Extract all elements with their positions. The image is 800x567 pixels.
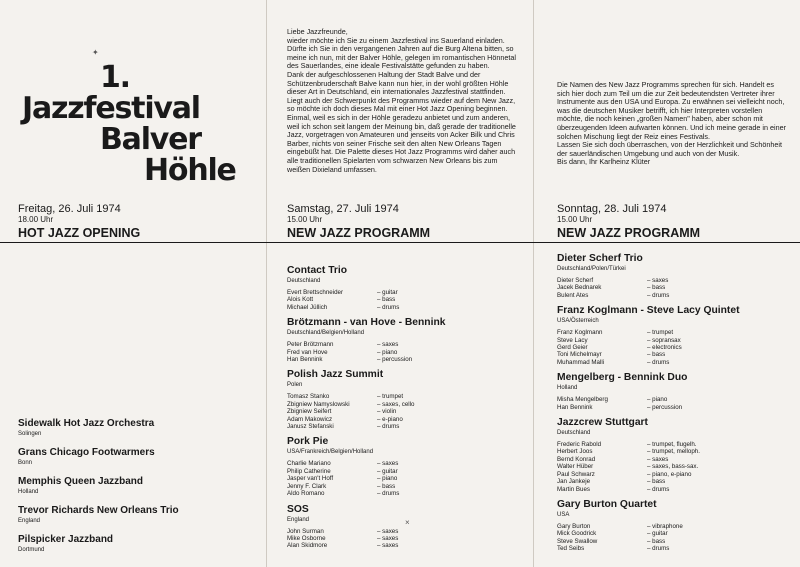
member-row xyxy=(287,393,517,400)
member-name: Gerd Geier xyxy=(557,344,588,352)
member-row xyxy=(557,486,792,493)
member-name: Philip Catherine xyxy=(287,467,331,475)
band-name: Trevor Richards New Orleans Trio xyxy=(18,505,179,516)
member-list xyxy=(287,393,517,430)
band-name: SOS xyxy=(287,503,309,515)
member-row xyxy=(287,483,517,490)
day-program: NEW JAZZ PROGRAMM xyxy=(557,226,701,240)
member-instrument: – saxes xyxy=(647,277,669,284)
member-instrument: – guitar xyxy=(647,530,668,538)
member-list xyxy=(557,441,792,493)
member-row xyxy=(557,277,792,284)
member-row xyxy=(287,475,517,482)
member-instrument: – saxes xyxy=(377,527,399,535)
day-sunday xyxy=(557,203,700,240)
member-name: Walter Hüber xyxy=(557,463,594,471)
band-name: Pork Pie xyxy=(287,436,329,448)
band-entry xyxy=(287,369,517,430)
band-name: Jazzcrew Stuttgart xyxy=(557,417,648,429)
band-name: Gary Burton Quartet xyxy=(557,498,657,510)
member-instrument: – drums xyxy=(647,545,670,553)
member-name: Zbigniew Namyslowski xyxy=(287,400,350,408)
member-instrument: – drums xyxy=(647,358,670,366)
band-origin: Dortmund xyxy=(18,547,45,553)
band-origin: Deutschland/Belgien/Holland xyxy=(287,330,365,337)
member-row xyxy=(287,289,517,296)
member-row xyxy=(557,344,792,351)
band-origin: Deutschland/Polen/Türkei xyxy=(557,266,626,272)
member-name: Franz Koglmann xyxy=(557,329,603,337)
list-item xyxy=(18,476,258,496)
member-row xyxy=(557,545,792,552)
member-name: Martin Bues xyxy=(557,485,591,493)
member-instrument: – bass xyxy=(377,482,396,490)
band-name: Franz Koglmann - Steve Lacy Quintet xyxy=(557,305,740,317)
member-list xyxy=(287,341,517,363)
member-row xyxy=(557,456,792,463)
band-name: Contact Trio xyxy=(287,265,348,276)
band-entry xyxy=(557,417,792,493)
member-instrument: – trumpet, flugelh. xyxy=(647,441,697,449)
member-name: Toni Michelmayr xyxy=(557,351,602,359)
band-origin: England xyxy=(18,518,41,524)
member-instrument: – bass xyxy=(647,537,666,545)
day-program: HOT JAZZ OPENING xyxy=(18,226,141,240)
member-instrument: – piano xyxy=(647,396,668,404)
band-entry xyxy=(557,253,792,299)
member-row xyxy=(287,401,517,408)
day-date: Sonntag, 28. Juli 1974 xyxy=(557,203,667,215)
member-instrument: – e-piano xyxy=(377,415,403,423)
band-name: Sidewalk Hot Jazz Orchestra xyxy=(18,418,155,429)
member-name: Gary Burton xyxy=(557,522,591,530)
member-row xyxy=(557,351,792,358)
day-time: 18.00 Uhr xyxy=(18,215,54,224)
day-date: Samstag, 27. Juli 1974 xyxy=(287,203,399,215)
member-instrument: – drums xyxy=(377,303,400,311)
band-name: Grans Chicago Footwarmers xyxy=(18,447,155,458)
fold-line-left xyxy=(266,0,267,567)
band-name: Memphis Queen Jazzband xyxy=(18,476,144,487)
member-row xyxy=(557,284,792,291)
member-instrument: – violin xyxy=(377,408,397,416)
member-name: Frederic Rabold xyxy=(557,441,602,449)
member-row xyxy=(557,463,792,470)
member-name: Jacek Bednarek xyxy=(557,284,602,292)
band-name: Pilspicker Jazzband xyxy=(18,534,114,545)
member-name: Paul Schwarz xyxy=(557,470,595,478)
member-row xyxy=(557,478,792,485)
member-name: Alois Kott xyxy=(287,296,314,304)
member-instrument: – saxes xyxy=(377,542,399,550)
member-name: Steve Lacy xyxy=(557,336,588,344)
member-row xyxy=(287,349,517,356)
member-row xyxy=(287,528,517,535)
member-name: Tomasz Stanko xyxy=(287,393,330,401)
member-row xyxy=(557,523,792,530)
title-number: 1. xyxy=(100,60,130,95)
band-entry xyxy=(287,504,517,550)
member-instrument: – bass xyxy=(647,478,666,486)
member-name: Alan Skidmore xyxy=(287,542,328,550)
member-instrument: – piano xyxy=(377,348,398,356)
member-row xyxy=(287,408,517,415)
member-name: Misha Mengelberg xyxy=(557,396,608,404)
member-name: Jasper van't Hoff xyxy=(287,475,334,483)
band-entry xyxy=(287,436,517,497)
member-instrument: – drums xyxy=(647,485,670,493)
fold-mark: ✦ xyxy=(92,48,99,57)
band-name: Brötzmann - van Hove - Bennink xyxy=(287,317,446,329)
member-row xyxy=(557,396,792,403)
member-row xyxy=(557,359,792,366)
member-row xyxy=(287,490,517,497)
band-entry xyxy=(557,372,792,411)
member-name: Adam Makowicz xyxy=(287,415,333,423)
member-row xyxy=(557,292,792,299)
member-name: Janusz Stefanski xyxy=(287,423,334,431)
member-instrument: – bass xyxy=(647,351,666,359)
day-time: 15.00 Uhr xyxy=(557,215,593,224)
title-line-3: Höhle xyxy=(144,153,236,188)
member-instrument: – guitar xyxy=(377,467,398,475)
festival-title xyxy=(22,62,262,186)
day-friday xyxy=(18,203,140,240)
band-entry xyxy=(287,317,517,363)
member-instrument: – trumpet xyxy=(377,393,404,401)
member-instrument: – trumpet, melloph. xyxy=(647,448,700,456)
member-instrument: – piano, e-piano xyxy=(647,470,692,478)
band-entry xyxy=(557,305,792,366)
sunday-bands xyxy=(557,253,792,559)
band-origin: Holland xyxy=(557,385,578,392)
member-list xyxy=(557,523,792,553)
list-item xyxy=(18,505,258,525)
list-item xyxy=(18,447,258,467)
member-row xyxy=(557,404,792,411)
band-name: Dieter Scherf Trio xyxy=(557,253,643,264)
band-origin: Deutschland xyxy=(287,278,321,284)
member-name: Mike Osborne xyxy=(287,534,326,542)
member-row xyxy=(557,538,792,545)
day-date: Freitag, 26. Juli 1974 xyxy=(18,203,121,215)
member-row xyxy=(287,356,517,363)
member-row xyxy=(287,416,517,423)
band-origin: Holland xyxy=(18,489,39,495)
member-row xyxy=(557,337,792,344)
member-instrument: – drums xyxy=(377,490,400,498)
member-instrument: – sopransax xyxy=(647,336,681,344)
title-line-2: Balver xyxy=(100,122,201,157)
day-saturday xyxy=(287,203,430,240)
member-instrument: – percussion xyxy=(647,403,683,411)
member-instrument: – percussion xyxy=(377,356,413,364)
member-instrument: – saxes xyxy=(377,460,399,468)
member-name: Charlie Mariano xyxy=(287,460,331,468)
member-name: Muhammad Malli xyxy=(557,358,605,366)
band-entry xyxy=(557,499,792,553)
member-instrument: – saxes, bass-sax. xyxy=(647,463,699,471)
member-instrument: – drums xyxy=(647,291,670,299)
band-origin: USA xyxy=(557,511,570,518)
member-name: Ted Seibs xyxy=(557,545,585,553)
band-origin: Solingen xyxy=(18,431,42,437)
member-row xyxy=(287,542,517,549)
member-instrument: – piano xyxy=(377,475,398,483)
band-origin: England xyxy=(287,516,310,523)
member-instrument: – bass xyxy=(647,284,666,292)
member-row xyxy=(287,341,517,348)
member-row xyxy=(557,329,792,336)
member-row xyxy=(557,530,792,537)
member-instrument: – saxes xyxy=(377,534,399,542)
header-divider xyxy=(0,242,800,243)
member-row xyxy=(287,296,517,303)
member-instrument: – bass xyxy=(377,296,396,304)
member-name: Bulent Ates xyxy=(557,291,589,299)
fold-line-right xyxy=(533,0,534,567)
member-instrument: – vibraphone xyxy=(647,522,683,530)
member-list xyxy=(287,528,517,550)
title-line-1: Jazzfestival xyxy=(22,91,200,126)
member-instrument: – guitar xyxy=(377,289,398,296)
member-list xyxy=(287,289,517,311)
band-origin: USA/Frankreich/Belgien/Holland xyxy=(287,449,374,456)
member-row xyxy=(557,441,792,448)
member-name: Herbert Joos xyxy=(557,448,593,456)
fold-mark: × xyxy=(405,518,410,527)
member-name: Dieter Scherf xyxy=(557,277,594,284)
member-name: Michael Jüllich xyxy=(287,303,328,311)
member-name: Jenny F. Clark xyxy=(287,482,327,490)
member-name: Steve Swallow xyxy=(557,537,598,545)
band-origin: USA/Österreich xyxy=(557,318,599,325)
member-instrument: – saxes xyxy=(647,455,669,463)
band-origin: Deutschland xyxy=(557,430,591,437)
member-name: Aldo Romano xyxy=(287,490,325,498)
band-entry xyxy=(287,265,517,311)
member-list xyxy=(287,460,517,497)
member-name: Zbigniew Seifert xyxy=(287,408,332,416)
member-row xyxy=(287,535,517,542)
friday-bands xyxy=(18,418,258,563)
member-name: Han Bennink xyxy=(287,356,323,364)
band-origin: Bonn xyxy=(18,460,33,466)
intro-letter-right: Die Namen des New Jazz Programms sprechen für sich. Handelt es sich hier doch zum Teil um die zur Zeit bedeutendsten Vertreter ihrer Instrumente aus den USA und Europa. Zu erwähnen sei vielleicht noch, was die deutschen Musiker betrifft, ich hier Interpreten vorstellen möchte, die noch keinen „großen Namen" haben, aber schon mit überzeugenden Ideen aufwarten können. Und ich meine gerade in einer solchen Mischung liegt der Reiz eines Festivals. Lassen Sie sich doch überraschen, von der Herzlichkeit und Schönheit der sauerländischen Umgebung und auch von der Musik. Bis dann, Ihr Karlheinz Klüter xyxy=(557,80,786,167)
list-item xyxy=(18,418,258,438)
member-instrument: – trumpet xyxy=(647,329,674,337)
intro-letter-left: Liebe Jazzfreunde, wieder möchte ich Sie zu einem Jazzfestival ins Sauerland einladen. Dürfte ich Sie in den vergangenen Jahren auf die Burg Altena bitten, so meine ich nun, mit der Balver Höhle, gelegen im romantischen Hönnetal des Sauerlandes, eine ideale Festivalstätte gefunden zu haben. Dank der aufgeschlossenen Haltung der Stadt Balve und der Schützenbruderschaft Balve kann nun hier, in der wohl größten Höhle dieser Art in Deutschland, ein internationales Jazzfestival stattfinden. Liegt auch der Schwerpunkt des Programms wieder auf dem New Jazz, so möchte ich doch dieses Mal mit einer Hot Jazz Opening beginnen. Einmal, weil es sich in der Höhle geradezu anbietet und zum anderen, weil ich schon seit langem der Meinung bin, daß gerade der traditionelle Jazz, vorgetragen von Amateuren und jenseits von Acker Bilk und Chris Barber, nichts von seiner Frische seit den alten New Orleans Tagen eingebüßt hat. Die Palette dieses Hot Jazz Programms wird daher auch alle traditionellen Spielarten vom schwarzen New Orleans bis zum weißen Dixieland umfassen. xyxy=(287,27,516,174)
member-list xyxy=(557,396,792,411)
member-list xyxy=(557,277,792,299)
member-name: Peter Brötzmann xyxy=(287,341,334,349)
member-instrument: – saxes, cello xyxy=(377,400,415,408)
member-name: Evert Brettschneider xyxy=(287,289,344,296)
band-name: Polish Jazz Summit xyxy=(287,369,384,381)
member-instrument: – electronics xyxy=(647,344,682,352)
member-row xyxy=(557,448,792,455)
day-time: 15.00 Uhr xyxy=(287,215,323,224)
band-name: Mengelberg - Bennink Duo xyxy=(557,372,688,384)
saturday-bands xyxy=(287,265,517,556)
member-instrument: – saxes xyxy=(377,341,399,349)
member-list xyxy=(557,329,792,366)
member-name: Bernd Konrad xyxy=(557,455,596,463)
member-name: Jan Jankeje xyxy=(557,478,591,486)
member-row xyxy=(287,304,517,311)
list-item xyxy=(18,534,258,554)
member-row xyxy=(287,423,517,430)
member-row xyxy=(557,471,792,478)
member-name: Fred van Hove xyxy=(287,348,328,356)
member-instrument: – drums xyxy=(377,423,400,431)
member-row xyxy=(287,460,517,467)
member-row xyxy=(287,468,517,475)
member-name: John Surman xyxy=(287,527,324,535)
member-name: Mick Goodrick xyxy=(557,530,597,538)
member-name: Han Bennink xyxy=(557,403,593,411)
band-origin: Polen xyxy=(287,382,303,389)
day-program: NEW JAZZ PROGRAMM xyxy=(287,226,431,240)
